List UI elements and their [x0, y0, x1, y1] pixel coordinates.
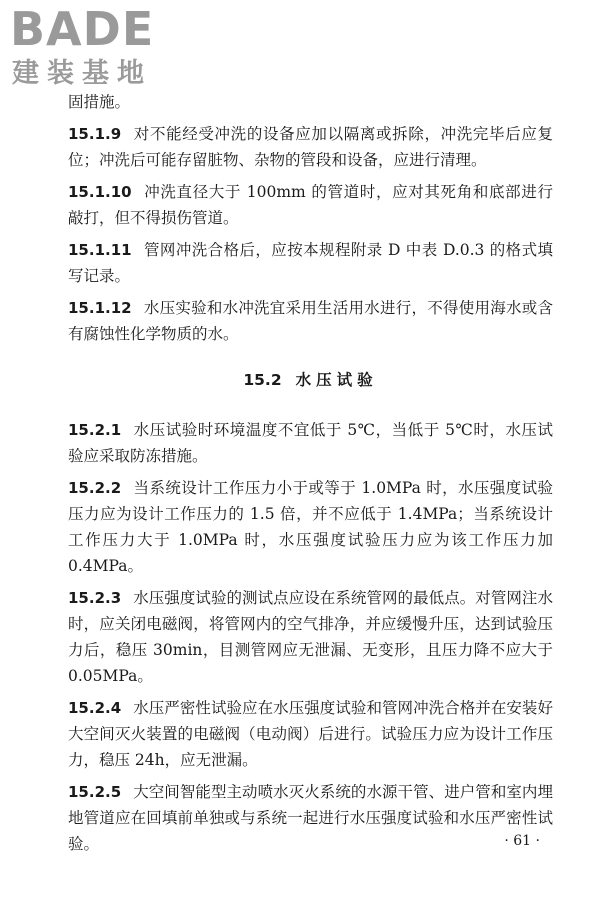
section-number: 15.2: [243, 371, 282, 389]
bade-logo: [10, 4, 185, 94]
intro-text: 固措施。: [68, 93, 131, 111]
intro-line: [68, 89, 553, 115]
clause-15-1-11: [68, 237, 553, 289]
clause-text: 冲洗直径大于 100mm 的管道时，应对其死角和底部进行敲打，但不得损伤管道。: [68, 183, 553, 227]
clause-text: 水压严密性试验应在水压强度试验和管网冲洗合格并在安装好大空间灭火装置的电磁阀（电动阀）后进行。试验压力应为设计工作压力，稳压 24h，应无泄漏。: [68, 699, 553, 769]
clause-15-2-2: [68, 475, 553, 579]
clause-number: 15.2.2: [68, 479, 122, 497]
clause-number: 15.1.10: [68, 183, 132, 201]
clause-number: 15.2.3: [68, 589, 122, 607]
logo-subtitle: 建装基地: [12, 58, 152, 89]
clause-text: 对不能经受冲洗的设备应加以隔离或拆除，冲洗完毕后应复位；冲洗后可能存留脏物、杂物的管段和设备，应进行清理。: [68, 125, 553, 169]
clause-number: 15.1.11: [68, 241, 132, 259]
page-content: [68, 89, 553, 863]
clause-15-2-4: [68, 695, 553, 773]
clause-15-2-5: [68, 779, 553, 857]
clause-number: 15.2.5: [68, 783, 122, 801]
clause-number: 15.1.9: [68, 125, 122, 143]
clause-15-1-9: [68, 121, 553, 173]
clause-number: 15.1.12: [68, 299, 132, 317]
clause-text: 管网冲洗合格后，应按本规程附录 D 中表 D.0.3 的格式填写记录。: [68, 241, 553, 285]
clause-text: 水压试验时环境温度不宜低于 5℃，当低于 5℃时，水压试验应采取防冻措施。: [68, 421, 553, 465]
clause-number: 15.2.4: [68, 699, 122, 717]
clause-15-1-12: [68, 295, 553, 347]
clause-text: 大空间智能型主动喷水灭火系统的水源干管、进户管和室内埋地管道应在回填前单独或与系统一起进行水压强度试验和水压严密性试验。: [68, 783, 553, 853]
clause-text: 水压实验和水冲洗宜采用生活用水进行，不得使用海水或含有腐蚀性化学物质的水。: [68, 299, 553, 343]
clause-text: 当系统设计工作压力小于或等于 1.0MPa 时，水压强度试验压力应为设计工作压力的 1.5 倍，并不应低于 1.4MPa；当系统设计工作压力大于 1.0MPa 时，水压强度试验压力应为该工作压力加 0.4MPa。: [68, 479, 553, 575]
section-heading: [68, 367, 553, 393]
clause-text: 水压强度试验的测试点应设在系统管网的最低点。对管网注水时，应关闭电磁阀，将管网内的空气排净，并应缓慢升压，达到试验压力后，稳压 30min，目测管网应无泄漏、无变形，且压力降不应大于 0.05MPa。: [68, 589, 553, 685]
clause-15-1-10: [68, 179, 553, 231]
clause-number: 15.2.1: [68, 421, 122, 439]
clause-15-2-3: [68, 585, 553, 689]
section-title: 水压试验: [295, 370, 378, 389]
page-number: · 61 ·: [504, 833, 540, 849]
clause-15-2-1: [68, 417, 553, 469]
logo-wordmark: BADE: [10, 2, 155, 56]
